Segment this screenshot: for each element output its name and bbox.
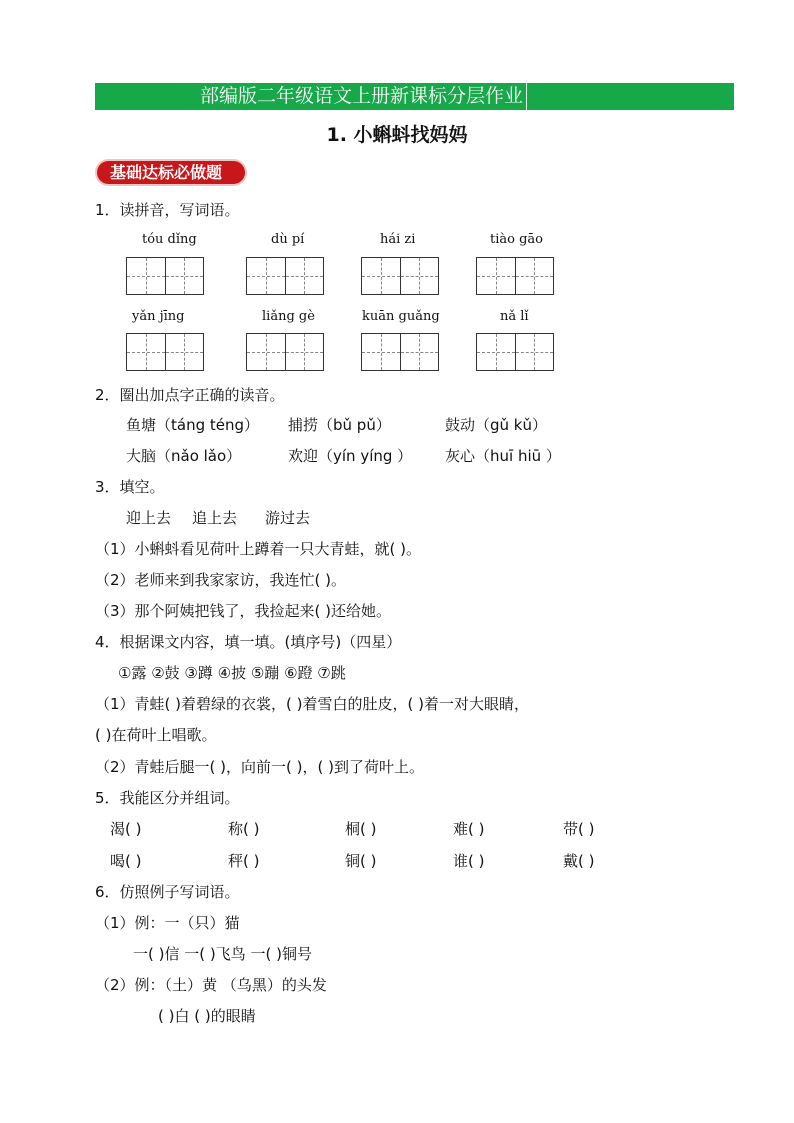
writing-grid[interactable] [361,257,439,295]
q2-title: 2．圈出加点字正确的读音。 [95,386,285,404]
pinyin-label: tóu dǐng [142,232,197,247]
q2-item: 大脑（nǎo lǎo） [126,447,242,465]
q4-title: 4．根据课文内容，填一填。(填序号)（四星） [95,633,402,651]
q5-title: 5．我能区分并组词。 [95,789,240,807]
writing-grid[interactable] [126,333,204,371]
q6-example: （1）例：一（只）猫 [95,914,240,932]
q5-item: 桐( ) [345,820,377,838]
pinyin-label: kuān guǎng [362,309,440,324]
q4-sentence: （1）青蛙( )着碧绿的衣裳，( )着雪白的肚皮，( )着一对大眼睛， [95,695,529,713]
writing-grid[interactable] [246,333,324,371]
q5-item: 带( ) [563,820,595,838]
writing-grid[interactable] [476,333,554,371]
q3-sentence: （3）那个阿姨把钱了，我捡起来( )还给她。 [95,602,392,620]
pinyin-label: dù pí [271,232,305,247]
q2-item: 欢迎（yín yíng ） [288,447,413,465]
q6-example: （2）例：（土）黄 （乌黑）的头发 [95,976,327,994]
q5-item: 称( ) [228,820,260,838]
pinyin-label: tiào gāo [490,232,543,247]
q3-option: 追上去 [192,509,238,527]
q3-option: 迎上去 [126,509,172,527]
q3-option: 游过去 [265,509,311,527]
writing-grid[interactable] [476,257,554,295]
q4-sentence: ( )在荷叶上唱歌。 [95,726,217,744]
q3-sentence: （1）小蝌蚪看见荷叶上蹲着一只大青蛙，就( )。 [95,540,422,558]
q5-item: 戴( ) [563,852,595,870]
q2-item: 鱼塘（táng téng） [126,416,260,434]
pinyin-label: hái zi [380,232,416,247]
q5-item: 铜( ) [345,852,377,870]
q6-title: 6．仿照例子写词语。 [95,883,240,901]
lesson-title: 1. 小蝌蚪找妈妈 [326,124,468,146]
pinyin-label: yǎn jīng [132,309,185,324]
q5-item: 谁( ) [453,852,485,870]
q5-item: 秤( ) [228,852,260,870]
q6-fill: ( )白 ( )的眼睛 [158,1007,256,1025]
q2-item: 捕捞（bǔ pǔ） [288,416,391,434]
writing-grid[interactable] [126,257,204,295]
writing-grid[interactable] [246,257,324,295]
q3-sentence: （2）老师来到我家家访，我连忙( )。 [95,571,347,589]
q3-title: 3．填空。 [95,478,165,496]
q5-item: 难( ) [453,820,485,838]
q2-item: 鼓动（gǔ kǔ） [445,416,547,434]
q5-item: 渴( ) [110,820,142,838]
q1-title: 1．读拼音，写词语。 [95,201,240,219]
q6-fill: 一( )信 一( )飞鸟 一( )铜号 [133,945,312,963]
banner-title: 部编版二年级语文上册新课标分层作业 [200,83,527,110]
section-badge: 基础达标必做题 [95,159,247,186]
writing-grid[interactable] [361,333,439,371]
q4-options: ①露 ②鼓 ③蹲 ④披 ⑤蹦 ⑥蹬 ⑦跳 [118,664,346,682]
pinyin-label: liǎng gè [262,309,315,324]
q5-item: 喝( ) [110,852,142,870]
q4-sentence: （2）青蛙后腿一( )，向前一( )，( )到了荷叶上。 [95,758,424,776]
q2-item: 灰心（huī hiū ） [445,447,561,465]
pinyin-label: nǎ lǐ [500,309,529,324]
